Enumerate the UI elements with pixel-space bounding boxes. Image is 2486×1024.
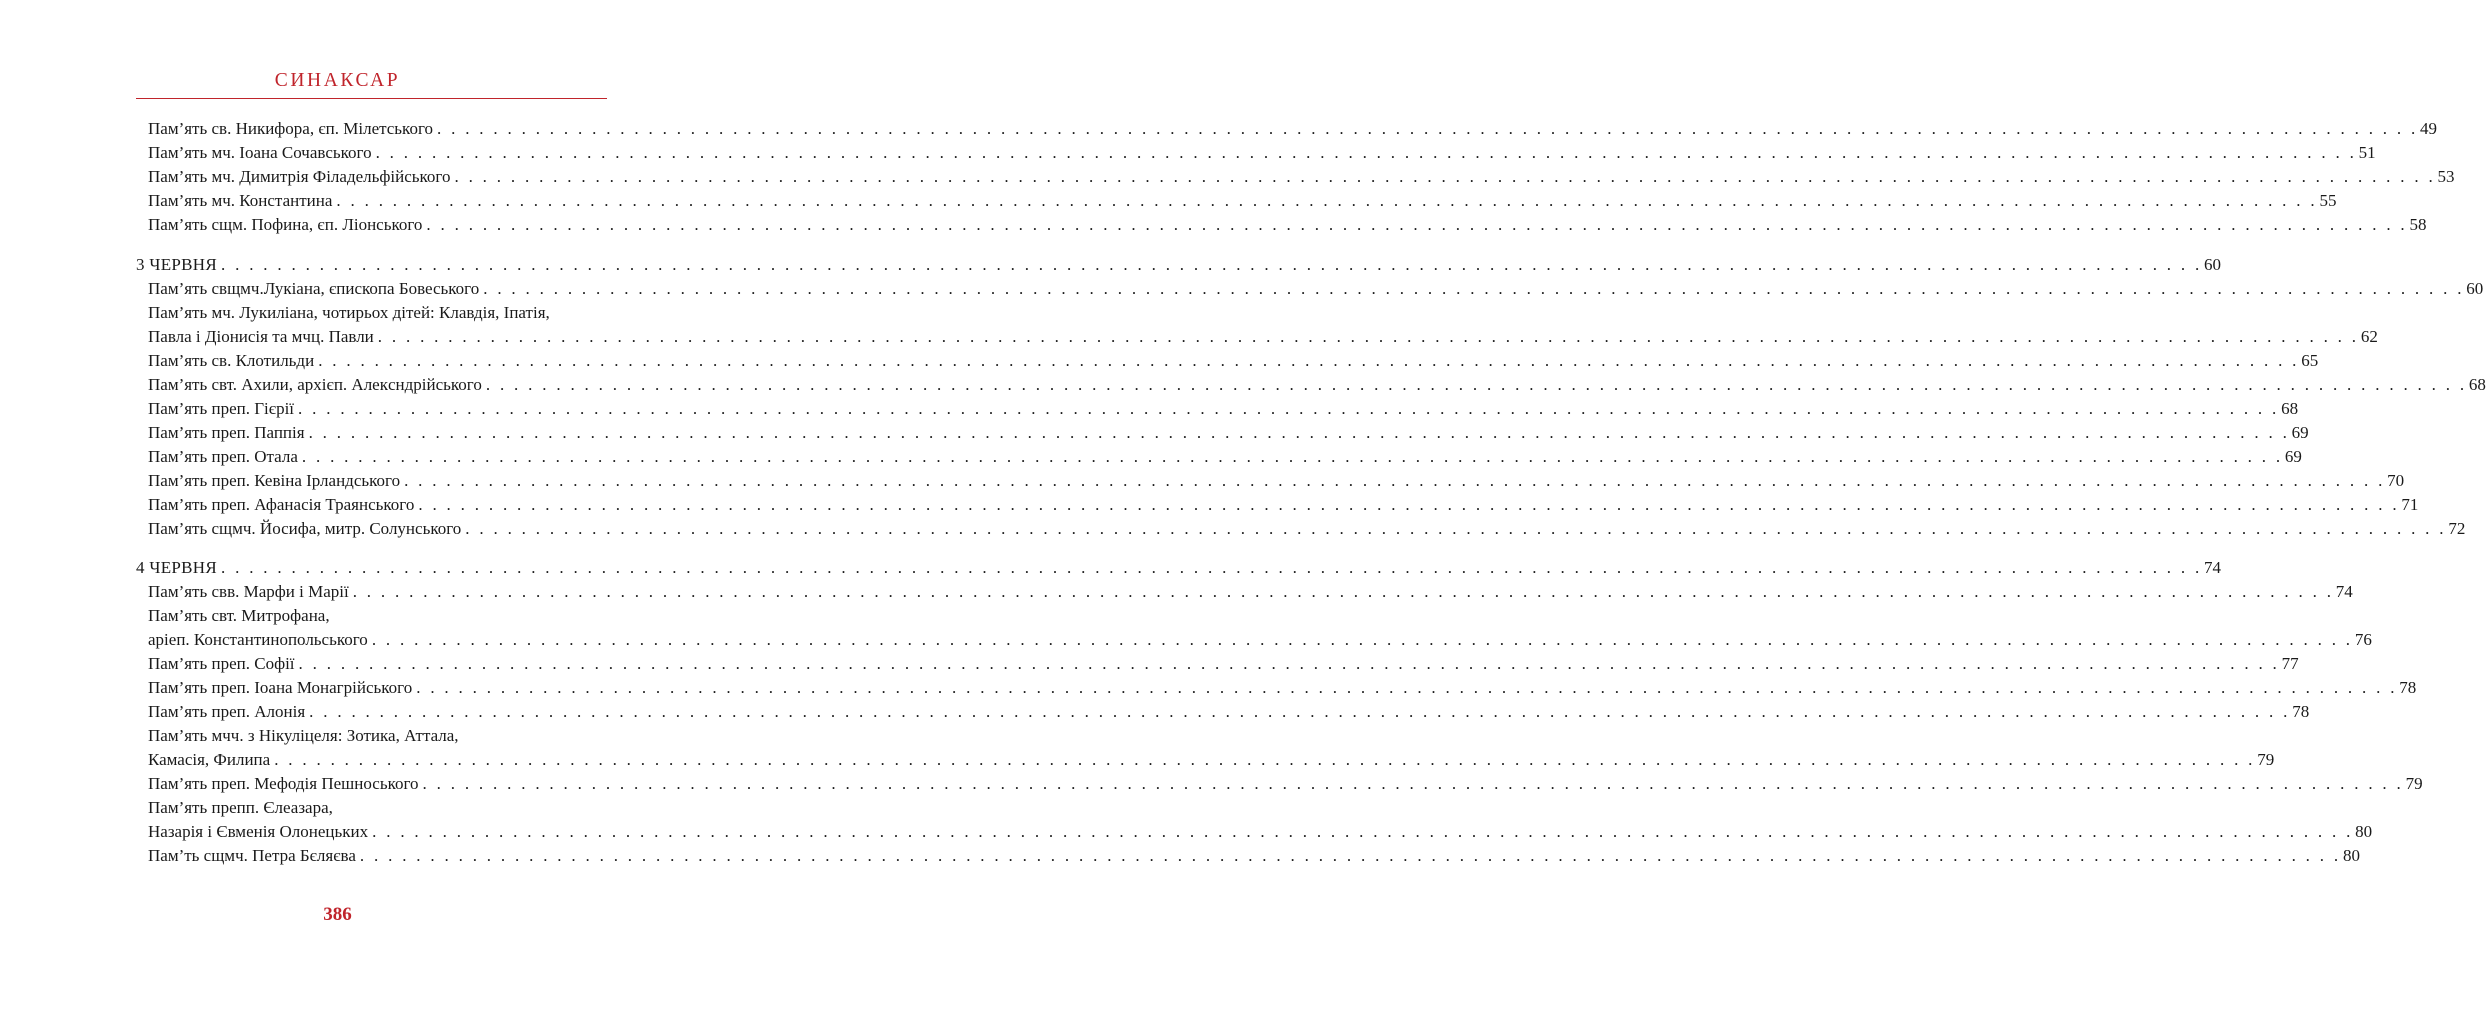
- toc-entry: [0, 345, 2319, 371]
- toc-entry-title: Пам’ять преп. Софії: [148, 654, 295, 673]
- toc-entry: [0, 209, 2427, 235]
- toc-entry-page: 68: [2281, 399, 2299, 418]
- toc-leader-dots: [372, 822, 2353, 842]
- toc-entry-title: Пам’ять св. Никифора, єп. Мілетського: [148, 119, 433, 138]
- toc-entry-page: 69: [2291, 423, 2309, 442]
- toc-entry: [0, 417, 2309, 443]
- toc-entry-page: 80: [2342, 846, 2360, 865]
- toc-entry-page: 51: [2358, 143, 2376, 162]
- toc-entry-title: Пам’ять сщм. Пофина, єп. Ліонського: [148, 215, 423, 234]
- toc-leader-dots: [437, 119, 2418, 139]
- toc-leader-dots: [486, 375, 2467, 395]
- toc-entry-title: Пам’ять мч. Димитрія Філадельфійського: [148, 167, 451, 186]
- toc-entry-page: 70: [2387, 471, 2405, 490]
- toc-entry-title: Пам’ять преп. Отала: [148, 447, 298, 466]
- toc-leader-dots: [483, 279, 2464, 299]
- toc-entry-page: 76: [2354, 630, 2372, 649]
- toc-leader-dots: [302, 447, 2283, 467]
- toc-entry: [0, 648, 2299, 674]
- running-header-title: СИНАКСАР: [274, 70, 401, 91]
- toc-leader-dots: [309, 423, 2290, 443]
- toc-entry-title: аріеп. Константинопольського: [148, 630, 368, 649]
- toc-entry-page: 78: [2292, 702, 2310, 721]
- toc-entry-title: Пам’ять преп. Алонія: [148, 702, 306, 721]
- toc-entry-title: Назарія і Євменія Олонецьких: [148, 822, 369, 841]
- toc-entry-page: 72: [2448, 519, 2466, 538]
- toc-leader-dots: [309, 702, 2290, 722]
- toc-entry-page: 60: [2204, 255, 2222, 274]
- toc-entry-title: Пам’ять сщмч. Йосифа, митр. Солунського: [148, 519, 462, 538]
- toc-leader-dots: [360, 846, 2341, 866]
- toc-leader-dots: [299, 654, 2280, 674]
- toc-entry: [0, 744, 2275, 770]
- toc-entry-page: 77: [2281, 654, 2299, 673]
- toc-entry-title: Пам’ять мчч. з Нікуліцеля: Зотика, Аттала,: [148, 726, 459, 745]
- toc-entry: [0, 113, 2438, 139]
- toc-entry-title: Пам’ять препп. Єлеазара,: [148, 798, 333, 817]
- toc-leader-dots: [423, 774, 2404, 794]
- toc-entry: [0, 576, 2353, 602]
- toc-entry: [0, 696, 2310, 722]
- toc-section-title: 4 ЧЕРВНЯ: [136, 558, 217, 577]
- toc-entry-title: Пам’ять мч. Лукиліана, чотирьох дітей: Клавдія, Іпатія,: [148, 303, 550, 322]
- toc-leader-dots: [465, 519, 2446, 539]
- toc-entry-page: 74: [2204, 558, 2222, 577]
- toc-entry: [0, 321, 2378, 347]
- toc-entry-line: [0, 720, 755, 746]
- toc-entry: [0, 369, 2486, 395]
- toc-entry-page: 69: [2284, 447, 2302, 466]
- page-number: 386: [323, 904, 352, 925]
- toc-entry-title: Пам’ять преп. Мефодія Пешноського: [148, 774, 419, 793]
- toc-leader-dots: [416, 678, 2397, 698]
- toc-section-heading: [0, 552, 2222, 578]
- toc-leader-dots: [378, 327, 2359, 347]
- toc-entry-line: [0, 792, 755, 818]
- toc-entry-title: Пам’ять преп. Гієрії: [148, 399, 295, 418]
- toc-entry-page: 71: [2401, 495, 2419, 514]
- toc-entry: [0, 624, 2372, 650]
- toc-entry-line: [0, 297, 755, 323]
- toc-entry: [0, 273, 2484, 299]
- toc-leader-dots: [372, 630, 2353, 650]
- toc-entry-page: 60: [2466, 279, 2484, 298]
- header-rule: [136, 98, 607, 99]
- toc-entry-title: Пам’ять мч. Константина: [148, 191, 333, 210]
- toc-entry-title: Пам’ять преп. Іоана Монагрійського: [148, 678, 413, 697]
- toc-entry-title: Пам’ять свт. Митрофана,: [148, 606, 330, 625]
- toc-entry-title: Пам’ять преп. Афанасія Траянського: [148, 495, 415, 514]
- toc-section-title: 3 ЧЕРВНЯ: [136, 255, 217, 274]
- toc-entry: [0, 161, 2455, 187]
- toc-leader-dots: [404, 471, 2385, 491]
- toc-entry-title: Павла і Діонисія та мчц. Павли: [148, 327, 374, 346]
- toc-entry: [0, 489, 2419, 515]
- toc-leader-dots: [298, 399, 2279, 419]
- toc-entry-page: 79: [2405, 774, 2423, 793]
- toc-entry-page: 53: [2437, 167, 2455, 186]
- toc-entry: [0, 513, 2466, 539]
- toc-leader-dots: [336, 191, 2317, 211]
- toc-leader-dots: [353, 582, 2334, 602]
- toc-leader-dots: [221, 558, 2202, 578]
- toc-entry: [0, 185, 2337, 211]
- toc-entry-title: Пам’ять преп. Кевіна Ірландського: [148, 471, 401, 490]
- toc-entry: [0, 393, 2299, 419]
- toc-entry-page: 80: [2355, 822, 2373, 841]
- toc-entry: [0, 840, 2360, 866]
- toc-entry-title: Пам’ять свт. Ахили, архієп. Алекcндрійського: [148, 375, 482, 394]
- toc-entry: [0, 768, 2423, 794]
- toc-entry-page: 55: [2319, 191, 2337, 210]
- toc-entry-page: 78: [2399, 678, 2417, 697]
- toc-leader-dots: [274, 750, 2255, 770]
- toc-entry: [0, 465, 2405, 491]
- toc-leader-dots: [418, 495, 2399, 515]
- toc-leader-dots: [426, 215, 2407, 235]
- toc-entry-page: 49: [2420, 119, 2438, 138]
- toc-entry: [0, 137, 2376, 163]
- toc-entry: [0, 441, 2302, 467]
- toc-entry-title: Камасія, Филипа: [148, 750, 271, 769]
- toc-entry-title: Пам’ять мч. Іоана Сочавського: [148, 143, 372, 162]
- toc-entry-line: [0, 600, 755, 626]
- toc-section-heading: [0, 249, 2222, 275]
- toc-entry: [0, 816, 2373, 842]
- toc-entry-title: Пам’ть сщмч. Петра Бєляєва: [148, 846, 356, 865]
- toc-entry-page: 65: [2301, 351, 2319, 370]
- toc-entry-page: 68: [2468, 375, 2486, 394]
- toc-leader-dots: [376, 143, 2357, 163]
- toc-entry-page: 74: [2335, 582, 2353, 601]
- toc-entry-page: 62: [2360, 327, 2378, 346]
- toc-leader-dots: [454, 167, 2435, 187]
- toc-entry-page: 79: [2257, 750, 2275, 769]
- toc-leader-dots: [318, 351, 2299, 371]
- toc-entry-title: Пам’ять свв. Марфи і Марії: [148, 582, 349, 601]
- toc-leader-dots: [221, 255, 2202, 275]
- toc-entry-title: Пам’ять св. Клотильди: [148, 351, 315, 370]
- toc-entry: [0, 672, 2417, 698]
- toc-entry-title: Пам’ять свщмч.Лукіана, єпископа Бовеського: [148, 279, 480, 298]
- toc-entry-title: Пам’ять преп. Паппія: [148, 423, 305, 442]
- toc-entry-page: 58: [2409, 215, 2427, 234]
